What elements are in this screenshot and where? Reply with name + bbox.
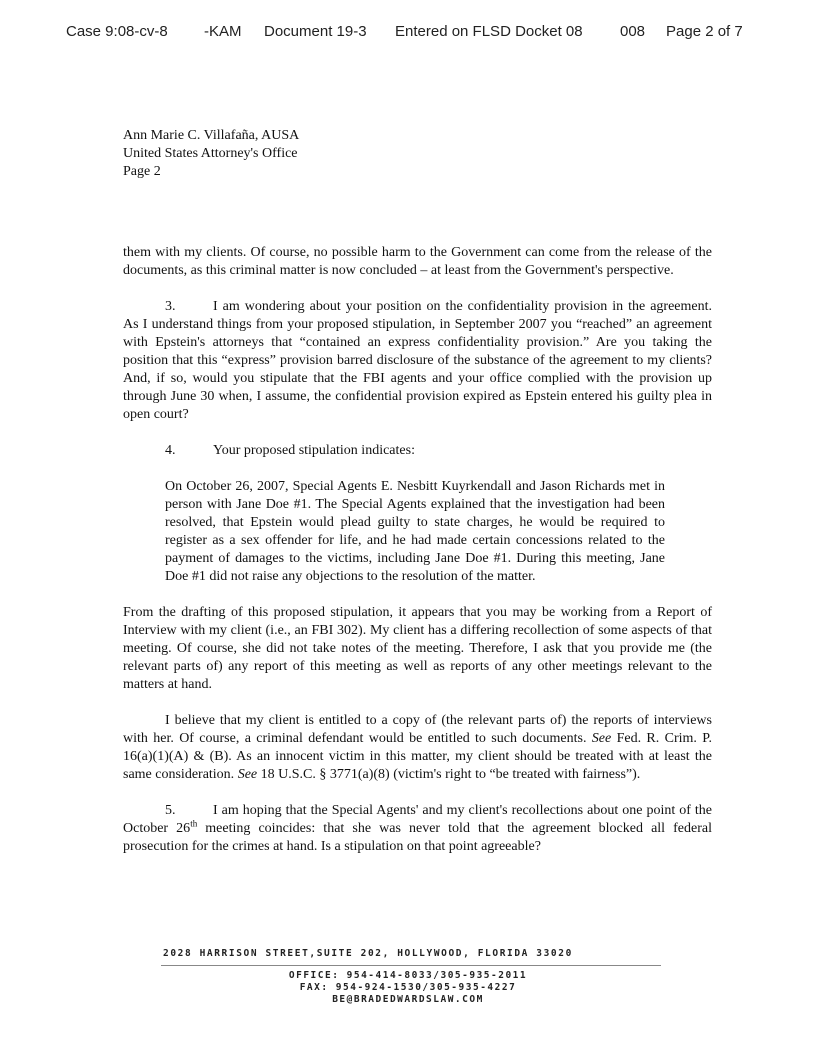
paragraph-5: 5. I am hoping that the Special Agents' and my client's recollections about one point of the October 26th meeting coincides: that she was never told that the agreement blocked all federal prosecution for the crimes at hand. Is a stipulation on that point agreeable? (123, 803, 713, 854)
block-quote: On October 26, 2007, Special Agents E. Nesbitt Kuyrkendall and Jason Richards met in person with Jane Doe #1. The Special Agents explained that the investigation had been resolved, that Epstein would plead guilty to state charges, he would be required to register as a sex offender for life, and he had made certain concessions related to the payment of damages to the victims, including Jane Doe #1. During this meeting, Jane Doe #1 did not raise any objections to the resolution of the matter. (165, 479, 665, 584)
recipient-office: United States Attorney's Office (123, 146, 298, 161)
citation-signal: See (591, 731, 612, 746)
recipient-name: Ann Marie C. Villafaña, AUSA (123, 128, 300, 143)
docket-entry: Entered on FLSD Docket 08 (395, 23, 583, 40)
docket-header (0, 0, 816, 40)
judge-initials: -KAM (204, 23, 242, 40)
letter-page-number: Page 2 (123, 164, 161, 179)
paragraph-continuation: them with my clients. Of course, no possible harm to the Government can come from the release of the documents, as this criminal matter is now concluded – at least from the Government's perspective. (123, 245, 712, 278)
paragraph-number: 5. (165, 803, 176, 818)
paragraph-entitled: I believe that my client is entitled to a copy of (the relevant parts of) the reports of interviews with her. Of course, a criminal defendant would be entitled to such documents. See Fed. R. Crim. P. 16(a)(1)(A) & (B). As an innocent victim in this matter, my client should be treated with at least the same consideration. See 18 U.S.C. § 3771(a)(8) (victim's right to “be treated with fairness”). (123, 713, 712, 782)
citation-signal: See (237, 767, 258, 782)
footer-address: 2028 HARRISON STREET,SUITE 202, HOLLYWOOD, FLORIDA 33020 (163, 948, 573, 959)
footer-email: BE@BRADEDWARDSLAW.COM (332, 994, 484, 1005)
footer-fax: FAX: 954-924-1530/305-935-4227 (299, 982, 517, 993)
paragraph-number: 3. (165, 299, 176, 314)
paragraph-3: 3. I am wondering about your position on the confidentiality provision in the agreement. As I understand things from your proposed stipulation, in September 2007 you “reached” an agreement with Epstein's attorneys that “contained an express confidentiality provision.” Are you taking the position that this “express” provision barred disclosure of the substance of the agreement to my clients? And, if so, would you stipulate that the FBI agents and your office complied with the provision up through June 30 when, I assume, the confidential provision expired as Epstein entered his guilty plea in open court? (123, 299, 712, 422)
page-indicator: Page 2 of 7 (666, 23, 743, 40)
paragraph-4: 4. Your proposed stipulation indicates: (165, 443, 415, 458)
paragraph-number: 4. (165, 443, 176, 458)
recipient-block (123, 127, 299, 181)
paragraph-report: From the drafting of this proposed stipulation, it appears that you may be working from a Report of Interview with my client (i.e., an FBI 302). My client has a differing recollection of some aspects of that meeting. Of course, she did not take notes of the meeting. Therefore, I ask that you provide me (the relevant parts of) any report of this meeting as well as reports of any other meetings relevant to the matters at hand. (123, 605, 712, 692)
case-number: Case 9:08-cv-8 (66, 23, 168, 40)
letter-body (123, 244, 712, 874)
footer-divider (161, 965, 661, 966)
document-number: Document 19-3 (264, 23, 367, 40)
docket-date-fragment: 008 (620, 23, 646, 40)
footer-contact (0, 970, 816, 1006)
footer-office-phone: OFFICE: 954-414-8033/305-935-2011 (288, 970, 528, 981)
ordinal-suffix: th (190, 818, 198, 829)
